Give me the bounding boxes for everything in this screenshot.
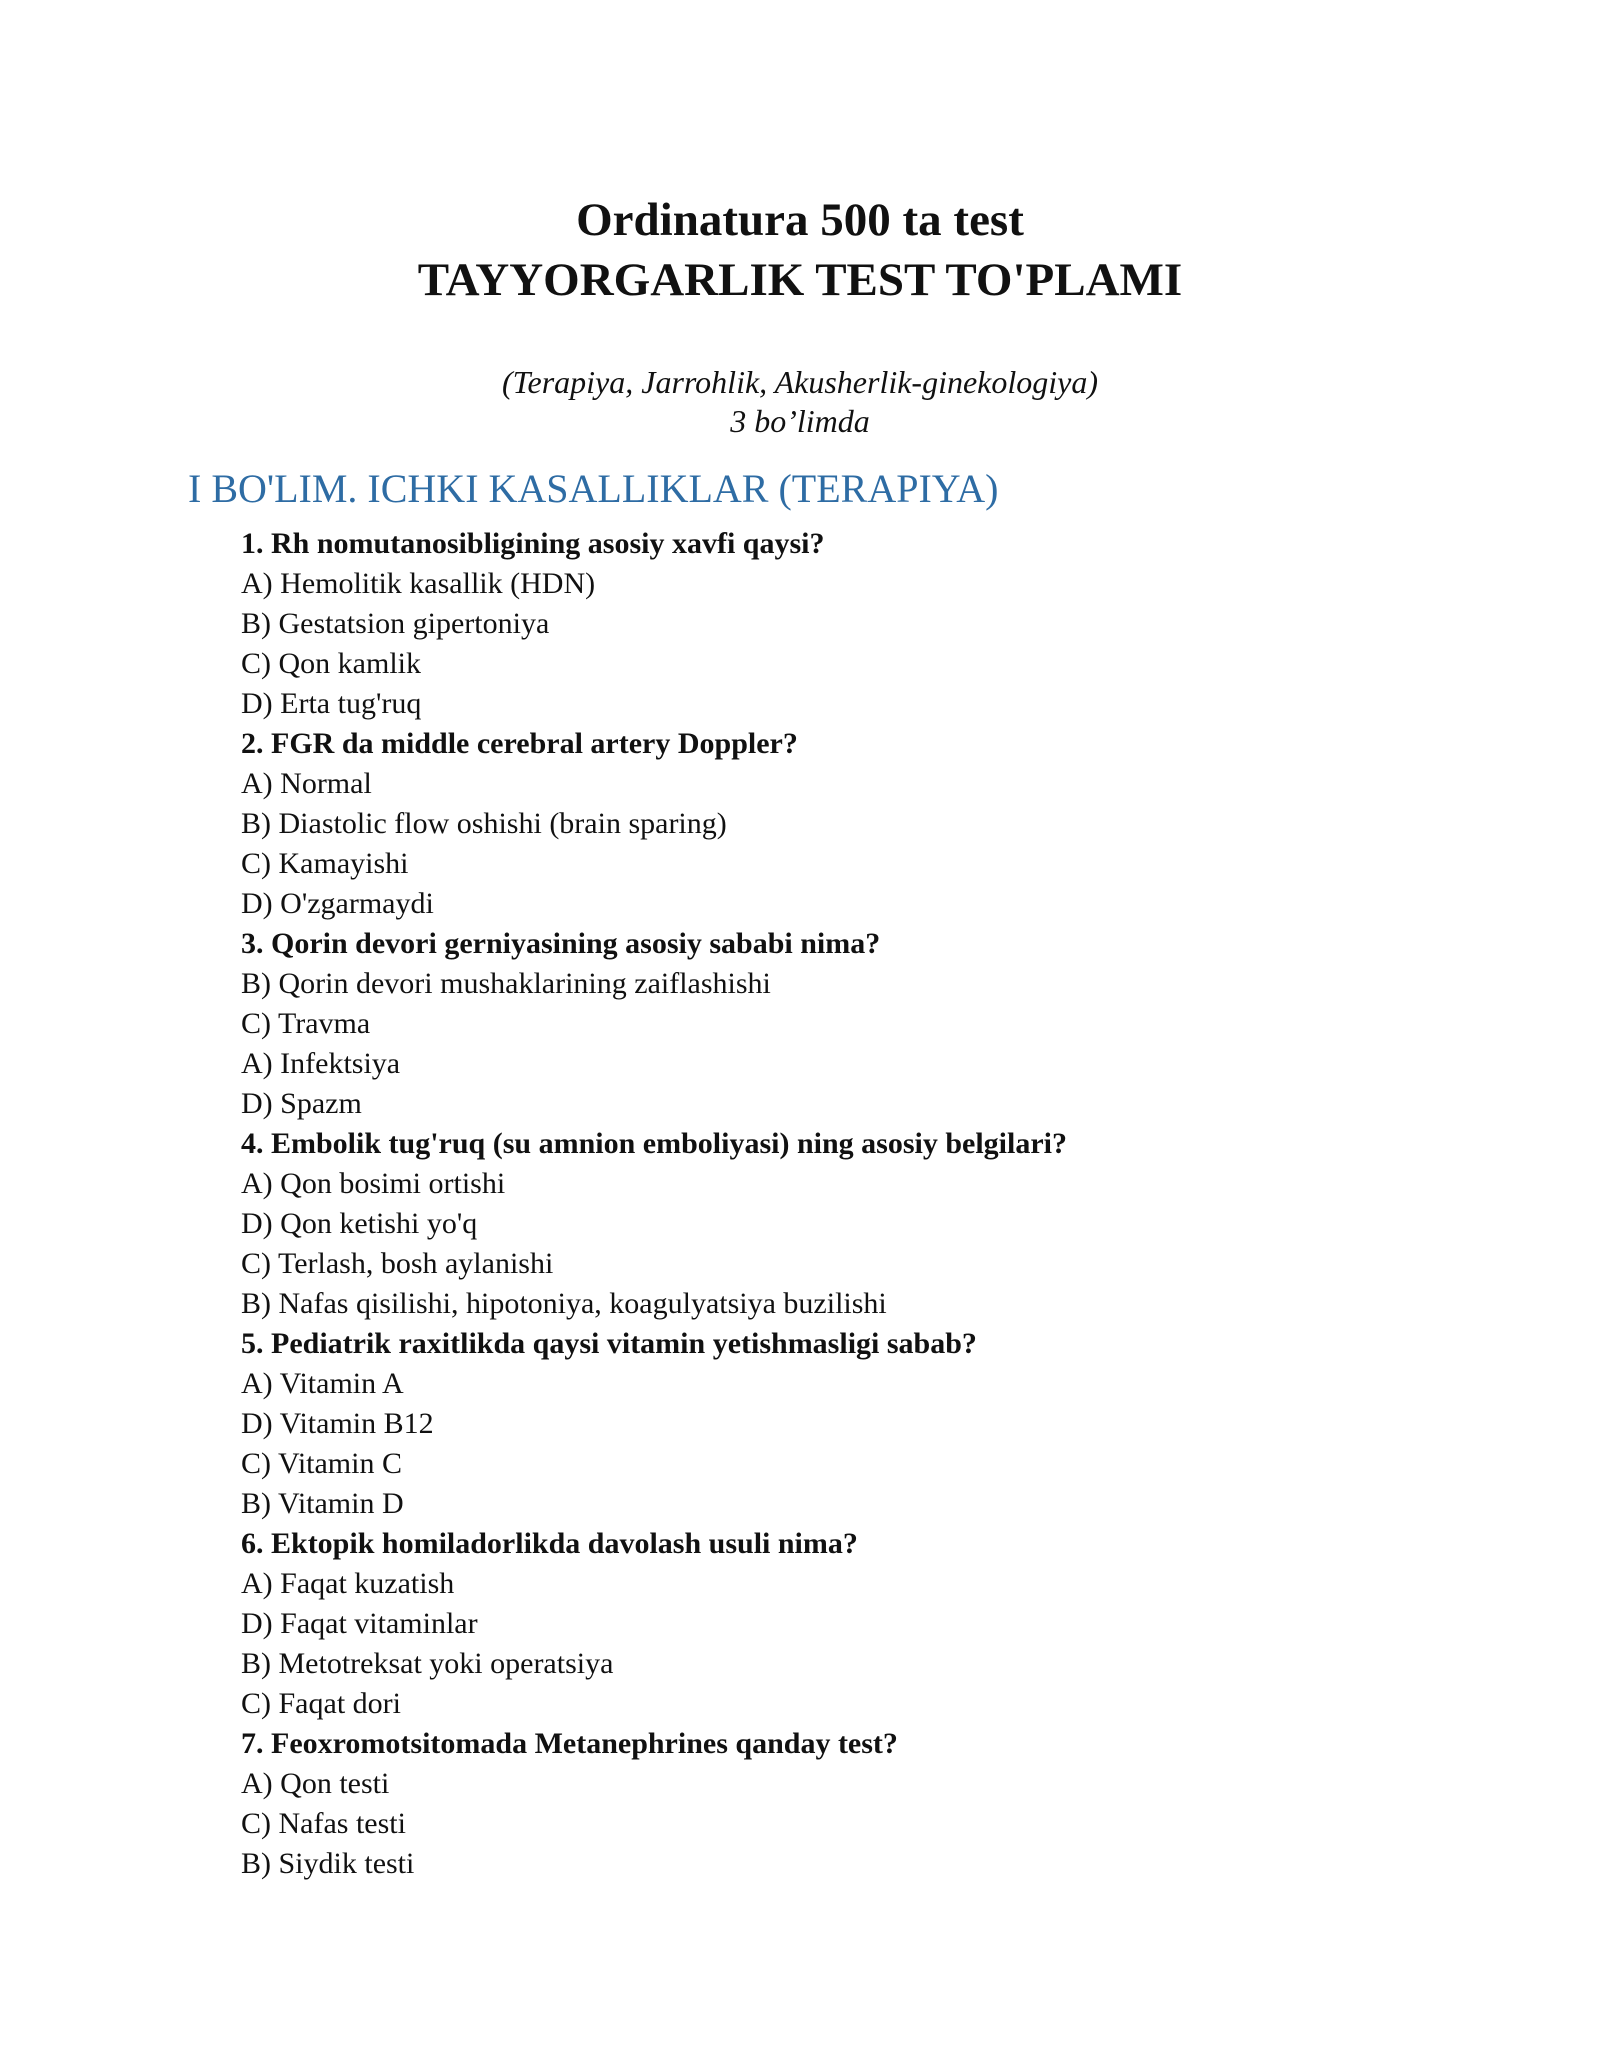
question-text: 3. Qorin devori gerniyasining asosiy sababi nima? bbox=[241, 927, 881, 960]
answer-option: B) Siydik testi bbox=[241, 1847, 415, 1880]
answer-option: B) Metotreksat yoki operatsiya bbox=[241, 1647, 614, 1680]
answer-option: C) Faqat dori bbox=[241, 1687, 401, 1720]
question-block bbox=[241, 924, 1441, 1124]
answer-option: C) Terlash, bosh aylanishi bbox=[241, 1247, 554, 1280]
answer-option: D) O'zgarmaydi bbox=[241, 887, 434, 920]
document-subtitle-line-1: (Terapiya, Jarrohlik, Akusherlik-ginekologiya) bbox=[501, 364, 1099, 400]
answer-option: A) Hemolitik kasallik (HDN) bbox=[241, 567, 596, 600]
answer-option: B) Gestatsion gipertoniya bbox=[241, 607, 550, 640]
question-text: 6. Ektopik homiladorlikda davolash usuli nima? bbox=[241, 1527, 858, 1560]
question-text: 4. Embolik tug'ruq (su amnion emboliyasi) ning asosiy belgilari? bbox=[241, 1127, 1067, 1160]
question-block bbox=[241, 1124, 1441, 1324]
answer-option: D) Spazm bbox=[241, 1087, 362, 1120]
answer-option: D) Erta tug'ruq bbox=[241, 687, 422, 720]
answer-option: A) Qon testi bbox=[241, 1767, 390, 1800]
question-text: 1. Rh nomutanosibligining asosiy xavfi qaysi? bbox=[241, 527, 825, 560]
answer-option: A) Infektsiya bbox=[241, 1047, 401, 1080]
question-block bbox=[241, 524, 1441, 724]
answer-option: C) Vitamin C bbox=[241, 1447, 402, 1480]
answer-option: A) Normal bbox=[241, 767, 372, 800]
document-subtitle-line-2: 3 bo’limda bbox=[730, 403, 870, 439]
answer-option: B) Diastolic flow oshishi (brain sparing) bbox=[241, 807, 727, 840]
answer-option: D) Vitamin B12 bbox=[241, 1407, 434, 1440]
answer-option: B) Nafas qisilishi, hipotoniya, koagulyatsiya buzilishi bbox=[241, 1287, 887, 1320]
answer-option: C) Kamayishi bbox=[241, 847, 409, 880]
section-heading: I BO'LIM. ICHKI KASALLIKLAR (TERAPIYA) bbox=[188, 466, 999, 511]
answer-option: A) Faqat kuzatish bbox=[241, 1567, 455, 1600]
answer-option: A) Vitamin A bbox=[241, 1367, 404, 1400]
question-block bbox=[241, 1724, 1441, 1884]
document-title-line-1: Ordinatura 500 ta test bbox=[576, 194, 1024, 246]
answer-option: B) Qorin devori mushaklarining zaiflashishi bbox=[241, 967, 771, 1000]
question-block bbox=[241, 1324, 1441, 1524]
question-list bbox=[241, 524, 1441, 1884]
answer-option: C) Nafas testi bbox=[241, 1807, 406, 1840]
answer-option: D) Qon ketishi yo'q bbox=[241, 1207, 478, 1240]
answer-option: A) Qon bosimi ortishi bbox=[241, 1167, 506, 1200]
question-text: 7. Feoxromotsitomada Metanephrines qanday test? bbox=[241, 1727, 898, 1760]
document-title-line-2: TAYYORGARLIK TEST TO'PLAMI bbox=[417, 254, 1183, 306]
answer-option: C) Qon kamlik bbox=[241, 647, 421, 680]
question-block bbox=[241, 724, 1441, 924]
answer-option: C) Travma bbox=[241, 1007, 371, 1040]
question-text: 5. Pediatrik raxitlikda qaysi vitamin yetishmasligi sabab? bbox=[241, 1327, 977, 1360]
question-text: 2. FGR da middle cerebral artery Doppler? bbox=[241, 727, 798, 760]
answer-option: B) Vitamin D bbox=[241, 1487, 404, 1520]
answer-option: D) Faqat vitaminlar bbox=[241, 1607, 478, 1640]
question-block bbox=[241, 1524, 1441, 1724]
